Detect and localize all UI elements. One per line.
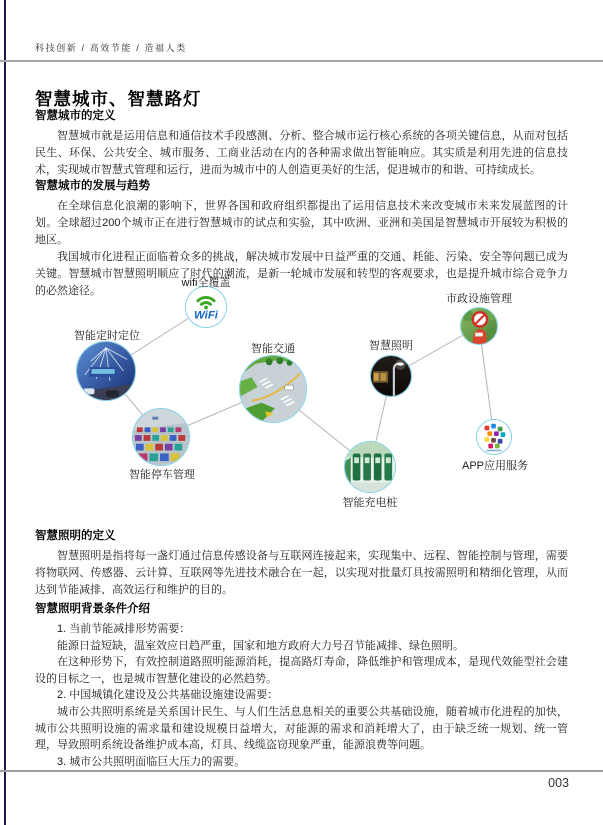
smart-charging-node-icon: [344, 441, 396, 493]
smart-lighting-node-icon: [370, 355, 412, 397]
diagram-label-wifi-coverage: wifi全覆盖: [181, 277, 231, 289]
section-smart-city-definition: [35, 107, 568, 179]
smart-traffic-node-icon: [239, 355, 307, 423]
section-paragraph: 在全球信息化浪潮的影响下，世界各国和政府组织都提出了运用信息技术来改变城市未来发展蓝图的计划。全球超过200个城市正在进行智慧城市的试点和实验，其中欧洲、亚洲和美国是智慧城市开展较为积极的地区。: [35, 200, 568, 246]
page-title: 智慧城市、智慧路灯: [35, 88, 202, 109]
section-smart-lighting-definition: [35, 527, 568, 599]
header-slogan: 科技创新 / 高效节能 / 造福人类: [35, 43, 187, 53]
section-paragraph: 我国城市化进程正面临着众多的挑战，解决城市发展中日益严重的交通、耗能、污染、安全等问题已成为关键。智慧城市智慧照明顺应了时代的潮流，是新一轮城市发展和转型的客观要求，也是提升城市综合竞争力的必然途径。: [35, 251, 568, 297]
section-heading: 智慧照明背景条件介绍: [35, 603, 150, 615]
diagram-label-smart-traffic: 智能交通: [251, 343, 295, 355]
section-paragraph: 在这种形势下，有效控制道路照明能源消耗，提高路灯寿命，降低维护和管理成本，是现代效能型社会建设的目标之一，也是城市智慧化建设的必然趋势。: [35, 656, 568, 685]
section-paragraph: 智慧照明是指将每一盏灯通过信息传感设备与互联网连接起来，实现集中、远程、智能控制与管理，需要将物联网、传感器、云计算、互联网等先进技术融合在一起，以实现对批量灯具按需照明和精细化管理，从而达到节能减排、高效运行和维护的目的。: [35, 550, 568, 596]
section-smart-lighting-background: [35, 600, 568, 770]
diagram-label-municipal-facility: 市政设施管理: [446, 293, 512, 305]
list-item-1: 1. 当前节能减排形势需要：: [57, 623, 191, 635]
wifi-coverage-node-icon: [185, 286, 227, 328]
diagram-label-smart-parking: 智能停车管理: [129, 469, 195, 481]
section-heading: 智慧城市的发展与趋势: [35, 180, 150, 192]
diagram-label-smart-lighting: 智慧照明: [369, 340, 413, 352]
list-item-2: 2. 中国城镇化建设及公共基础设施建设需要：: [57, 689, 279, 702]
section-heading: 智慧城市的定义: [35, 110, 116, 122]
diagram-label-smart-positioning: 智能定时定位: [74, 330, 140, 342]
smart-city-diagram: [0, 266, 603, 530]
section-paragraph: 智慧城市就是运用信息和通信技术手段感测、分析、整合城市运行核心系统的各项关键信息，从而对包括民生、环保、公共安全、城市服务、工商业活动在内的各种需求做出智能响应。其实质是利用先进的信息技术，实现城市智慧式管理和运行，进而为城市中的人创造更美好的生活，促进城市的和谐、可持续成长。: [35, 130, 568, 176]
diagram-label-smart-charging: 智能充电桩: [342, 497, 398, 509]
footer-divider: [0, 770, 603, 772]
app-services-node-icon: [476, 419, 512, 455]
wifi-badge-text: WiFi: [194, 309, 218, 322]
section-heading: 智慧照明的定义: [35, 530, 116, 542]
diagram-label-app-services: APP应用服务: [461, 460, 529, 472]
smart-positioning-node-icon: [76, 341, 136, 401]
smart-parking-node-icon: [132, 408, 190, 466]
page-number: 003: [548, 776, 569, 790]
section-paragraph: 能源日益短缺，温室效应日趋严重，国家和地方政府大力号召节能减排、绿色照明。: [57, 639, 464, 652]
header-divider: [0, 60, 603, 62]
list-item-3: 3. 城市公共照明面临巨大压力的需要。: [57, 755, 246, 768]
municipal-facility-node-icon: [460, 307, 498, 345]
section-paragraph: 城市公共照明系统是关系国计民生、与人们生活息息相关的重要公共基础设施，随着城市化进程的加快，城市公共照明设施的需求量和建设规模日益增大，对能源的需求和消耗增大了，由于缺乏统一规划、统一管理，导致照明系统设备维护成本高，灯具、线缆盗窃现象严重，能源浪费等问题。: [35, 705, 568, 752]
